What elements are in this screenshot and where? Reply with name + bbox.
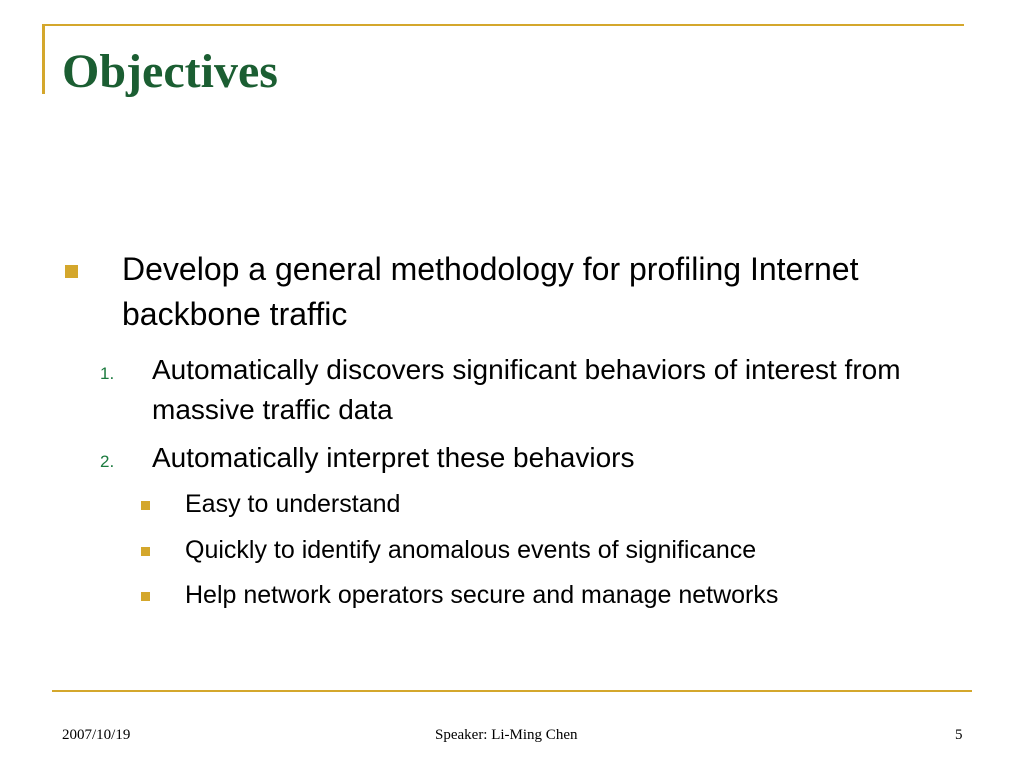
slide-title: Objectives — [62, 45, 278, 98]
sub-bullet-item-1 — [185, 487, 965, 521]
footer-speaker: Speaker: Li-Ming Chen — [435, 727, 578, 743]
bullet-text: Easy to understand — [185, 490, 401, 518]
bullet-text: Help network operators secure and manage networks — [185, 581, 779, 609]
sub-bullet-item-3 — [185, 578, 965, 612]
bullet-text: Develop a general methodology for profiling Internet backbone traffic — [122, 251, 859, 332]
footer-page-number: 5 — [955, 727, 963, 743]
left-accent-line — [42, 26, 45, 94]
top-accent-line — [42, 24, 964, 26]
bullet-text: Automatically discovers significant behaviors of interest from massive traffic data — [152, 354, 901, 425]
square-bullet-icon — [141, 501, 150, 510]
item-number: 2. — [100, 452, 115, 471]
footer-divider — [52, 690, 972, 692]
bullet-text: Automatically interpret these behaviors — [152, 442, 635, 473]
sub-bullet-item-2 — [185, 533, 965, 567]
square-bullet-icon — [141, 547, 150, 556]
footer-date: 2007/10/19 — [62, 727, 131, 743]
bullet-text: Quickly to identify anomalous events of significance — [185, 536, 757, 564]
numbered-item-2 — [100, 438, 912, 478]
numbered-item-1 — [100, 350, 912, 430]
square-bullet-icon — [141, 592, 150, 601]
square-bullet-icon — [65, 265, 78, 278]
item-number: 1. — [100, 364, 115, 383]
bullet-item-1 — [122, 247, 922, 337]
